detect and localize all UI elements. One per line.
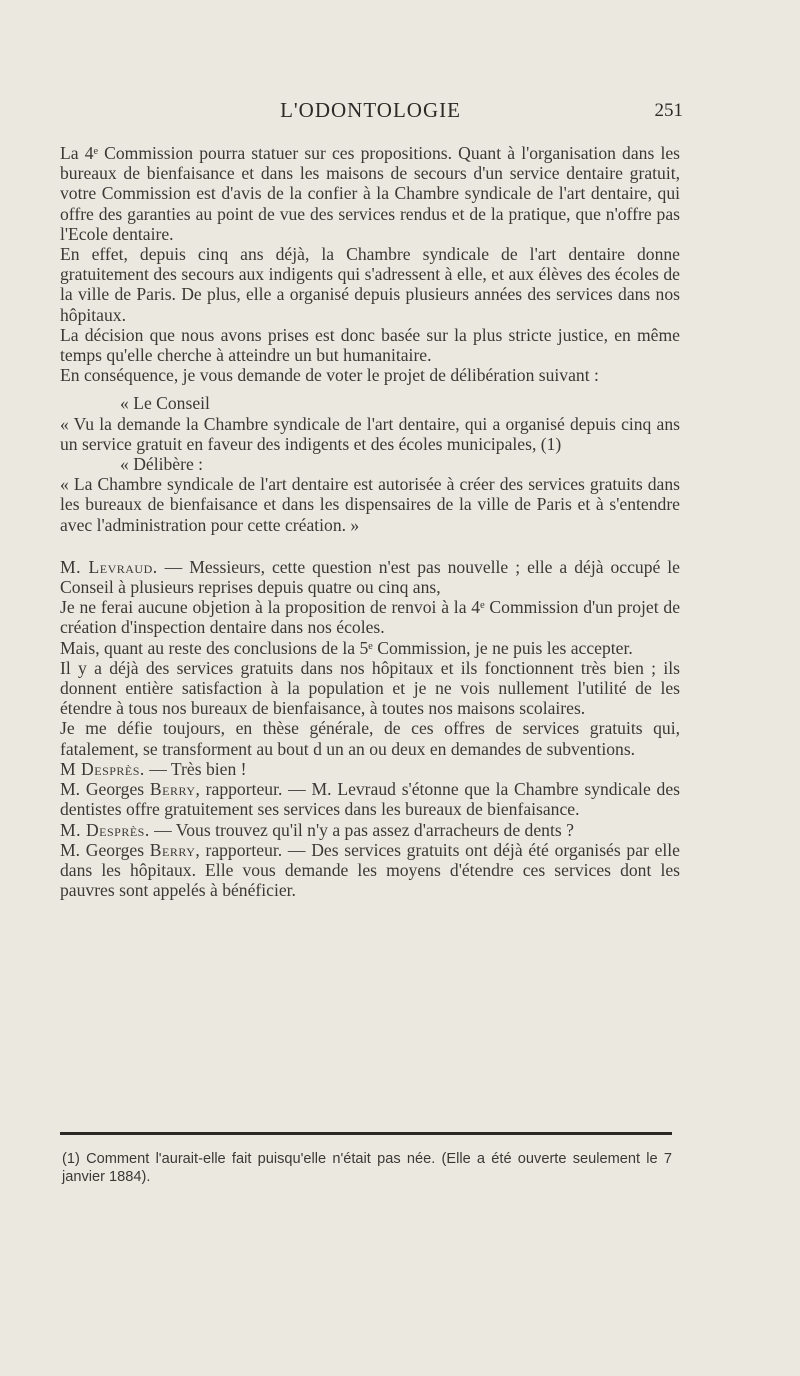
speech-paragraph xyxy=(60,557,680,597)
paragraph: En effet, depuis cinq ans déjà, la Chambre syndicale de l'art dentaire donne gratuitement des secours aux indigents qui s'adressent à elle, et aux élèves des écoles de la ville de Paris. De plus, elle a organisé depuis plusieurs années des services dans nos hôpitaux. xyxy=(60,244,680,325)
speech-text: — Très bien ! xyxy=(144,758,247,779)
speaker-name: Berry xyxy=(149,839,196,860)
speech-paragraph xyxy=(60,840,680,901)
paragraph: Je ne ferai aucune objetion à la proposition de renvoi à la 4ᵉ Commission d'un projet de création d'inspection dentaire dans nos écoles. xyxy=(60,597,680,638)
speech-text: — Vous trouvez qu'il n'y a pas assez d'arracheurs de dents ? xyxy=(149,819,574,840)
page-header xyxy=(58,98,683,128)
speech-paragraph xyxy=(60,820,680,840)
quote-heading: « Le Conseil xyxy=(120,393,210,414)
quote-paragraph: « Vu la demande la Chambre syndicale de l'art dentaire, qui a organisé depuis cinq ans un service gratuit en faveur des indigents et des écoles municipales, (1) xyxy=(60,413,680,454)
speaker-name: Berry xyxy=(149,779,196,800)
paragraph: Il y a déjà des services gratuits dans nos hôpitaux et ils fonctionnent très bien ; ils donnent entière satisfaction à la population et je ne vois nullement l'utilité de les étendre à tous nos bureaux de bienfaisance, à toutes nos maisons scolaires. xyxy=(60,657,680,719)
speaker-prefix: M. Georges xyxy=(60,839,150,860)
footnote-divider xyxy=(60,1132,672,1135)
spacer xyxy=(60,535,680,557)
speaker-name: M. Levraud. xyxy=(60,556,158,577)
speaker-name: M. Desprès. xyxy=(60,819,150,840)
quote-heading: « Délibère : xyxy=(120,454,204,475)
speech-text: , rapporteur. — M. Levraud s'étonne que la Chambre syndicale des dentistes offre gratuitement ses services dans les bureaux de bienfaisance. xyxy=(60,779,680,820)
page-number: 251 xyxy=(654,100,683,121)
spacer xyxy=(60,385,680,393)
speaker-prefix: M. Georges xyxy=(60,779,150,800)
paragraph: La 4ᵉ Commission pourra statuer sur ces propositions. Quant à l'organisation dans les bureaux de bienfaisance et dans les maisons de secours d'un service dentaire gratuit, votre Commission est d'avis de la confier à la Chambre syndicale de l'art dentaire, qui offre des garanties au point de vue des services rendus et de la pratique, que n'offre pas l'Ecole dentaire. xyxy=(60,143,680,244)
paragraph: En conséquence, je vous demande de voter le projet de délibération suivant : xyxy=(60,365,599,386)
speech-paragraph xyxy=(60,759,680,779)
paragraph: Je me défie toujours, en thèse générale, de ces offres de services gratuits qui, fatalement, se transforment au bout d un an ou deux en demandes de subventions. xyxy=(60,718,680,759)
speech-text: — Messieurs, cette question n'est pas nouvelle ; elle a déjà occupé le Conseil à plusieurs reprises depuis quatre ou cinq ans, xyxy=(60,556,680,598)
speech-text: , rapporteur. — Des services gratuits ont déjà été organisés par elle dans les hôpitaux. Elle vous demande les moyens d'étendre ces services dont les pauvres sont appelés à bénéficier. xyxy=(60,839,680,901)
speech-paragraph xyxy=(60,779,680,819)
speaker-name: M Desprès. xyxy=(60,758,145,779)
paragraph: Mais, quant au reste des conclusions de la 5ᵉ Commission, je ne puis les accepter. xyxy=(60,637,633,658)
body-text xyxy=(60,143,680,900)
running-title: L'ODONTOLOGIE xyxy=(280,98,461,122)
footnote: (1) Comment l'aurait-elle fait puisqu'elle n'était pas née. (Elle a été ouverte seulement le 7 janvier 1884). xyxy=(62,1151,672,1185)
paragraph: La décision que nous avons prises est donc basée sur la plus stricte justice, en même temps qu'elle cherche à atteindre un but humanitaire. xyxy=(60,324,680,366)
quote-paragraph: « La Chambre syndicale de l'art dentaire est autorisée à créer des services gratuits dans les bureaux de bienfaisance et dans les dispensaires de la ville de Paris et à s'entendre avec l'administration pour cette création. » xyxy=(60,474,680,535)
